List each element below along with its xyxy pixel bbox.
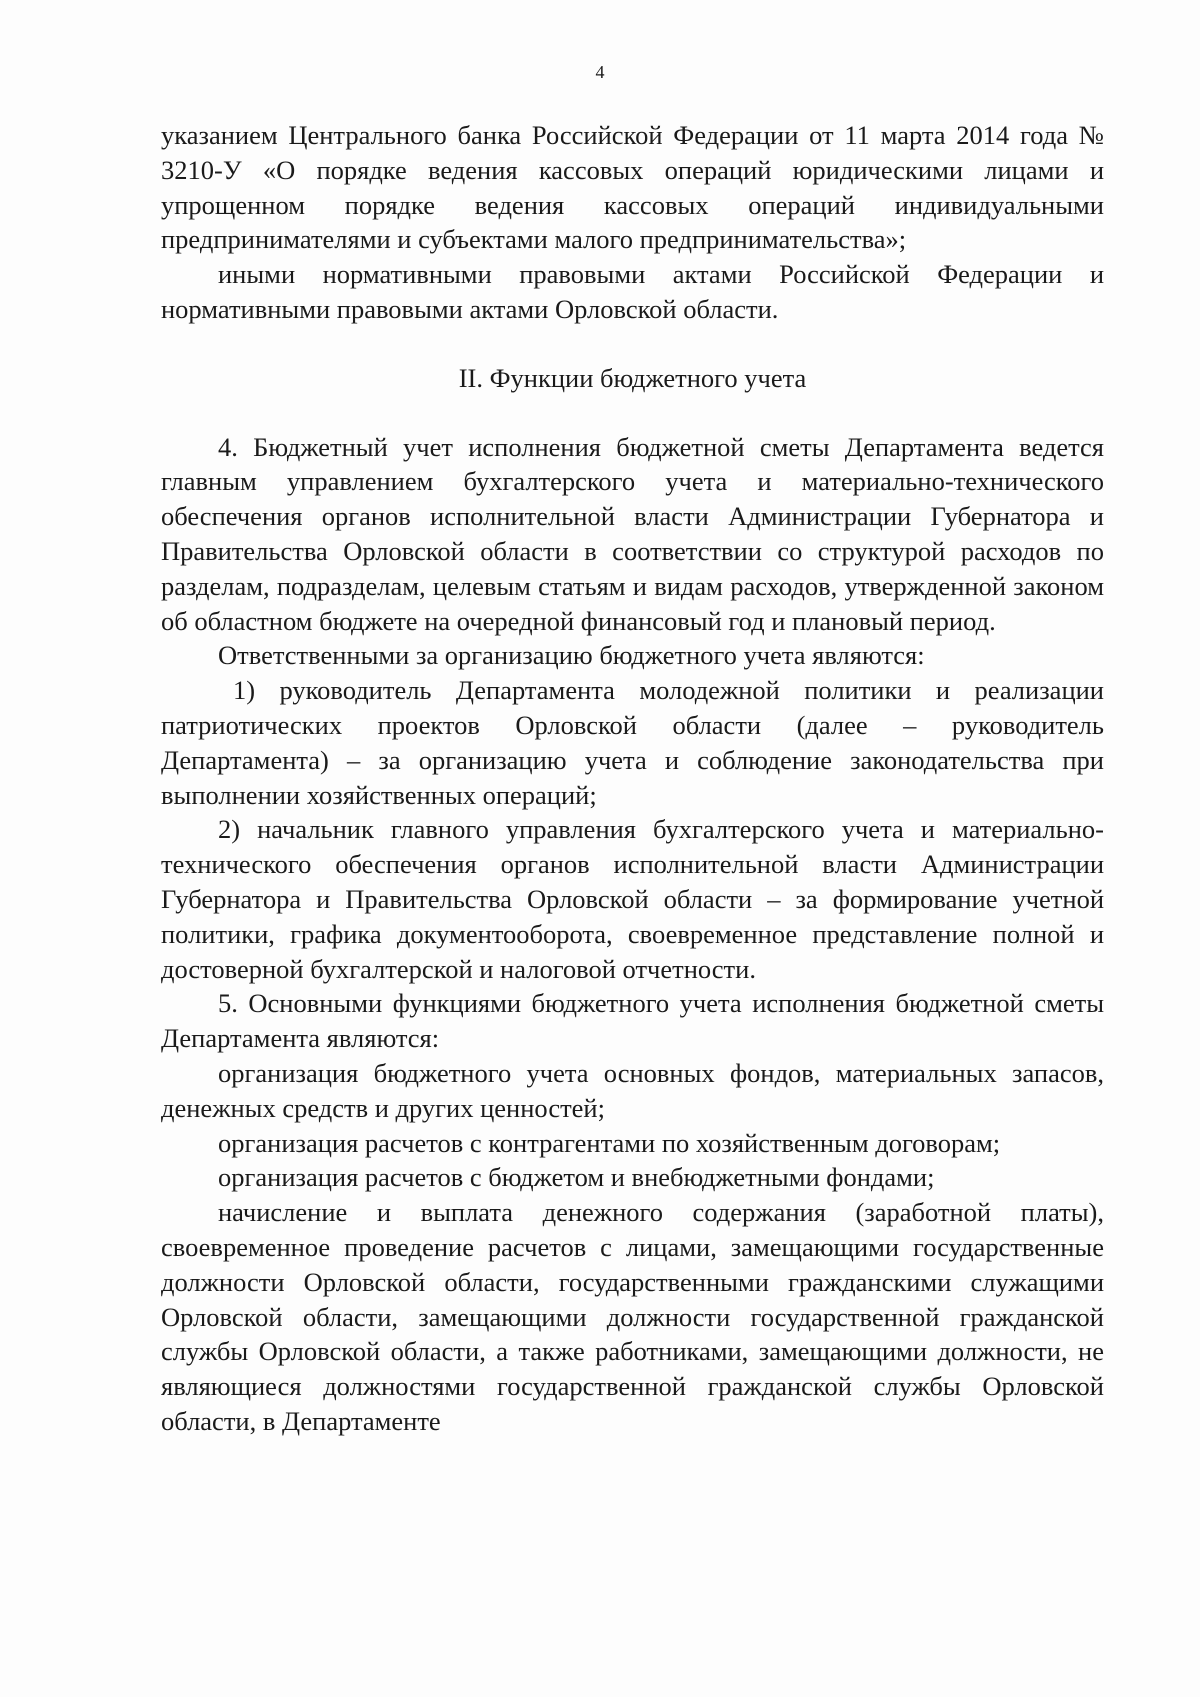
paragraph-responsible-1: 1) руководитель Департамента молодежной политики и реализации патриотических проектов Орловской области (далее – руководитель Департамента) – за организацию учета и соблюдение законодательства при выполнении хозяйственных операций; <box>161 675 1104 810</box>
paragraph-decree-reference: указанием Центрального банка Российской Федерации от 11 марта 2014 года № 3210-У «О порядке ведения кассовых операций юридическими лицами и упрощенном порядке ведения кассовых операций индивидуальными предпринимателями и субъектами малого предпринимательства»; <box>161 120 1104 255</box>
paragraph-responsible-2: 2) начальник главного управления бухгалтерского учета и материально-технического обеспечения органов исполнительной власти Администрации Губернатора и Правительства Орловской области – за формирование учетной политики, графика документооборота, своевременное представление полной и достоверной бухгалтерской и налоговой отчетности. <box>161 814 1104 984</box>
section-heading: II. Функции бюджетного учета <box>458 362 807 393</box>
paragraph-item-5: 5. Основными функциями бюджетного учета исполнения бюджетной сметы Департамента являются: <box>161 988 1104 1054</box>
paragraph-other-acts: иными нормативными правовыми актами Российской Федерации и нормативными правовыми актами Орловской области. <box>161 259 1104 324</box>
page-number: 4 <box>595 62 605 82</box>
paragraph-function-contractors: организация расчетов с контрагентами по хозяйственным договорам; <box>218 1127 1001 1158</box>
paragraph-responsible-intro: Ответственными за организацию бюджетного учета являются: <box>218 640 925 671</box>
paragraph-function-assets: организация бюджетного учета основных фондов, материальных запасов, денежных средств и других ценностей; <box>161 1057 1104 1123</box>
paragraph-item-4: 4. Бюджетный учет исполнения бюджетной сметы Департамента ведется главным управлением бухгалтерского учета и материально-технического обеспечения органов исполнительной власти Администрации Губернатора и Правительства Орловской области в соответствии со структурой расходов по разделам, подразделам, целевым статьям и видам расходов, утвержденной законом об областном бюджете на очередной финансовый год и плановый период. <box>161 431 1104 636</box>
document-body <box>161 118 1104 1439</box>
paragraph-function-budget: организация расчетов с бюджетом и внебюджетными фондами; <box>218 1162 935 1193</box>
paragraph-function-salary: начисление и выплата денежного содержания (заработной платы), своевременное проведение расчетов с лицами, замещающими государственные должности Орловской области, государственными гражданскими служащими Орловской области, замещающими должности государственной гражданской службы Орловской области, а также работниками, замещающими должности, не являющиеся должностями государственной гражданской службы Орловской области, в Департаменте <box>161 1197 1104 1436</box>
